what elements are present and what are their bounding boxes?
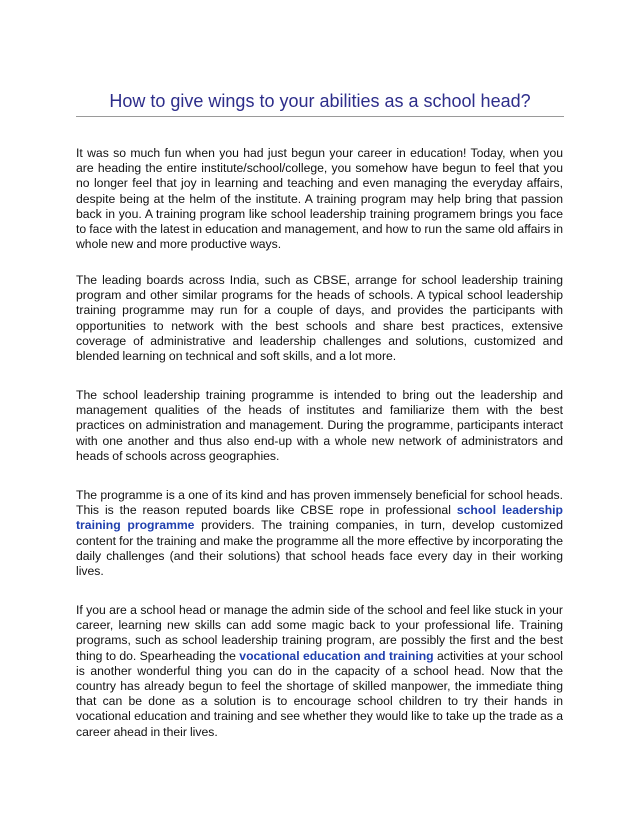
paragraph-4-text-after: providers. The training companies, in turn, develop customized content for the training and make the programme all the more effective by incorporating the daily challenges (and their solutions) that school heads face every day in their working lives.: [76, 518, 563, 579]
paragraph-1: It was so much fun when you had just begun your career in education! Today, when you are heading the entire institute/school/college, you somehow have begun to feel that you no longer feel that joy in learning and teaching and even managing the everyday affairs, despite being at the helm of the institute. A training program may help bring that passion back in you. A training program like school leadership training programem brings you face to face with the latest in education and management, and how to run the same old affairs in whole new and more productive ways.: [76, 146, 563, 252]
paragraph-2: The leading boards across India, such as CBSE, arrange for school leadership training program and other similar programs for the heads of schools. A typical school leadership training programme may run for a couple of days, and provides the participants with opportunities to network with the best schools and share best practices, extensive coverage of administrative and leadership challenges and solutions, customized and blended learning on technical and soft skills, and a lot more.: [76, 273, 563, 364]
title-divider: [76, 116, 564, 117]
school-leadership-training-link[interactable]: school leadership training programme: [76, 503, 564, 533]
page-title: How to give wings to your abilities as a school head?: [109, 91, 531, 111]
paragraph-4: [76, 488, 563, 579]
paragraph-5-text-after: activities at your school is another wonderful thing you can do in the capacity of a school head. Now that the country has already begun to feel the shortage of skilled manpower, the immediate thing that can be done as a solution is to encourage school children to try their hands in vocational education and training and see whether they would like to take up the trade as a career ahead in their lives.: [76, 648, 564, 739]
paragraph-4-text-before: The programme is a one of its kind and has proven immensely beneficial for school heads. This is the reason reputed boards like CBSE rope in professional: [76, 488, 563, 518]
vocational-education-training-link[interactable]: vocational education and training: [239, 648, 434, 663]
paragraph-5: [76, 603, 563, 740]
paragraph-5-text-before: If you are a school head or manage the admin side of the school and feel like stuck in your career, learning new skills can add some magic back to your professional life. Training programs, such as school leadership training program, are possibly the first and the best thing to do. Spearheading the: [76, 603, 563, 663]
paragraph-3: The school leadership training programme is intended to bring out the leadership and management qualities of the heads of institutes and familiarize them with the best practices on administration and management. During the programme, participants interact with one another and thus also end-up with a whole new network of administrators and heads of schools across geographies.: [76, 388, 563, 463]
